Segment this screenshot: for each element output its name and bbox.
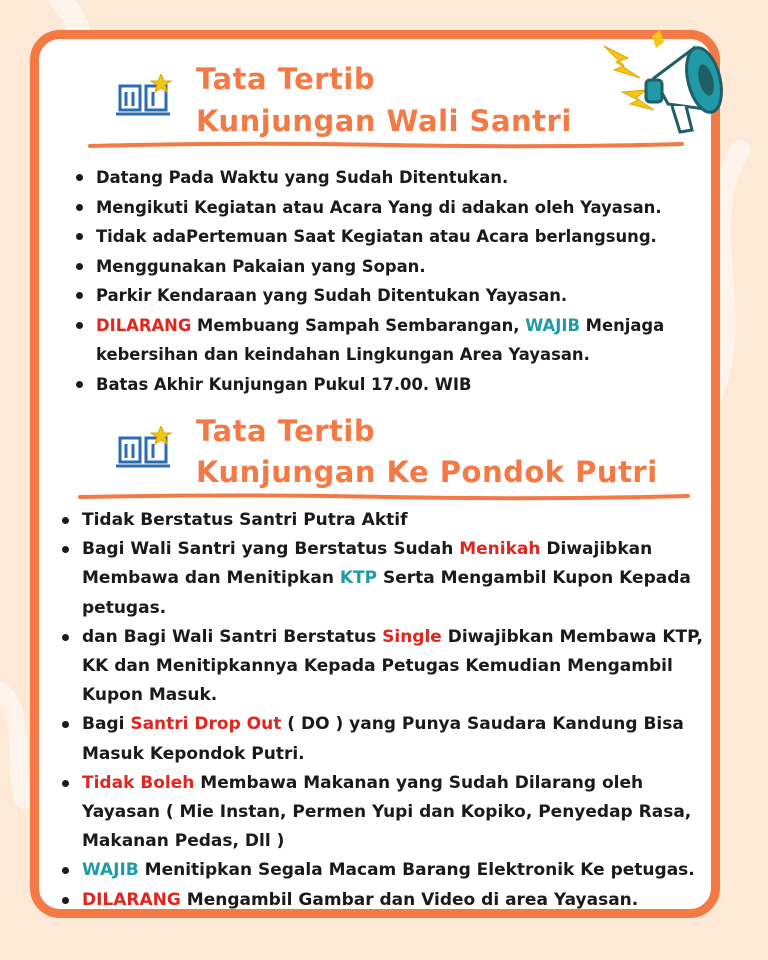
rule-text: Menggunakan Pakaian yang Sopan. bbox=[96, 256, 426, 276]
rule-item bbox=[76, 163, 716, 193]
rule-text: Mengikuti Kegiatan atau Acara Yang di adakan oleh Yayasan. bbox=[96, 197, 662, 217]
rule-text: Tidak Berstatus Santri Putra Aktif bbox=[82, 510, 408, 530]
rule-item bbox=[62, 623, 722, 711]
rule-highlight: Menikah bbox=[459, 539, 541, 560]
rule-item bbox=[62, 710, 722, 768]
rule-highlight: KTP bbox=[339, 568, 378, 589]
rule-item bbox=[62, 506, 722, 535]
rule-highlight: DILARANG bbox=[96, 315, 192, 335]
rule-item bbox=[76, 311, 716, 370]
rule-text: Membawa Makanan yang Sudah Dilarang oleh Yayasan ( Mie Instan, Permen Yupi dan Kopiko, Penyedap Rasa, Makanan Pedas, Dll ) bbox=[82, 772, 692, 852]
megaphone-icon bbox=[594, 28, 744, 146]
rule-text: Datang Pada Waktu yang Sudah Ditentukan. bbox=[96, 168, 509, 187]
rule-text: Mengambil Gambar dan Video di area Yayasan. bbox=[180, 889, 639, 910]
section1-title-line2: Kunjungan Wali Santri bbox=[196, 104, 572, 138]
rule-text: Parkir Kendaraan yang Sudah Ditentukan Yayasan. bbox=[96, 286, 568, 305]
book-star-icon bbox=[114, 74, 172, 120]
section1-rules-list bbox=[76, 163, 716, 399]
rule-highlight: WAJIB bbox=[525, 315, 580, 335]
book-star-icon bbox=[114, 426, 172, 472]
rule-text: Bagi bbox=[82, 714, 131, 735]
rule-item bbox=[76, 252, 716, 282]
section2-underline bbox=[78, 492, 690, 502]
rule-text: ( DO ) yang Punya Saudara Kandung Bisa Masuk Kepondok Putri. bbox=[82, 714, 684, 764]
rule-item bbox=[76, 281, 716, 311]
rule-text: Serta Mengambil Kupon Kepada petugas. bbox=[82, 568, 691, 618]
rule-item bbox=[76, 193, 716, 223]
rule-item bbox=[62, 769, 722, 857]
rule-item bbox=[62, 856, 722, 885]
rule-text: Tidak adaPertemuan Saat Kegiatan atau Acara berlangsung. bbox=[96, 227, 657, 246]
rule-item bbox=[76, 222, 716, 252]
rule-item bbox=[76, 370, 716, 400]
rule-item bbox=[62, 886, 722, 915]
rule-text: Menitipkan Segala Macam Barang Elektronik Ke petugas. bbox=[138, 860, 695, 881]
rule-text: dan Bagi Wali Santri Berstatus bbox=[82, 626, 383, 647]
rule-text: Menjaga kebersihan dan keindahan Lingkungan Area Yayasan. bbox=[96, 315, 665, 364]
rule-highlight: WAJIB bbox=[82, 860, 139, 881]
rule-text: Diwajibkan Membawa dan Menitipkan bbox=[82, 539, 653, 589]
rule-text: Bagi Wali Santri yang Berstatus Sudah bbox=[82, 539, 460, 560]
rule-highlight: Santri Drop Out bbox=[130, 714, 282, 735]
rule-highlight: DILARANG bbox=[82, 889, 181, 910]
rule-highlight: Single bbox=[382, 626, 442, 647]
section1-title-line1: Tata Tertib bbox=[196, 62, 376, 96]
section2-title-line1: Tata Tertib bbox=[196, 414, 376, 448]
rule-text: Diwajibkan Membawa KTP, KK dan Menitipkannya Kepada Petugas Kemudian Mengambil Kupon Masuk. bbox=[82, 626, 703, 706]
section2-title-line2: Kunjungan Ke Pondok Putri bbox=[196, 455, 658, 489]
rule-text: Batas Akhir Kunjungan Pukul 17.00. WIB bbox=[96, 374, 472, 394]
rule-text: Membuang Sampah Sembarangan, bbox=[191, 315, 526, 335]
section2-rules-list bbox=[62, 506, 722, 915]
rule-highlight: Tidak Boleh bbox=[82, 772, 195, 793]
rule-item bbox=[62, 535, 722, 623]
